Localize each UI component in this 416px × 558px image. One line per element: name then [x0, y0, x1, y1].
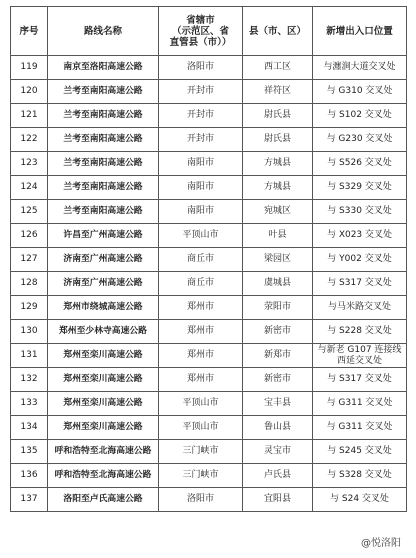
cell-no: 126	[11, 224, 48, 248]
table-row	[11, 200, 407, 224]
cell-county: 新密市	[243, 320, 313, 344]
cell-no: 130	[11, 320, 48, 344]
cell-city: 三门峡市	[159, 440, 243, 464]
header-county: 县（市、区）	[243, 7, 313, 56]
cell-no: 125	[11, 200, 48, 224]
cell-county: 虞城县	[243, 272, 313, 296]
cell-no: 137	[11, 488, 48, 512]
cell-county: 荥阳市	[243, 296, 313, 320]
cell-city: 郑州市	[159, 368, 243, 392]
cell-county: 叶县	[243, 224, 313, 248]
document-page	[10, 6, 406, 512]
cell-county: 西工区	[243, 56, 313, 80]
table-row	[11, 488, 407, 512]
cell-county: 尉氏县	[243, 104, 313, 128]
table-row	[11, 416, 407, 440]
cell-county: 鲁山县	[243, 416, 313, 440]
cell-county: 宝丰县	[243, 392, 313, 416]
cell-position: 与 S24 交叉处	[313, 488, 407, 512]
cell-county: 尉氏县	[243, 128, 313, 152]
cell-city: 郑州市	[159, 296, 243, 320]
cell-route: 郑州市绕城高速公路	[48, 296, 159, 320]
cell-route: 兰考至南阳高速公路	[48, 128, 159, 152]
cell-position: 与 G311 交叉处	[313, 416, 407, 440]
cell-no: 123	[11, 152, 48, 176]
cell-city: 平顶山市	[159, 224, 243, 248]
cell-county: 宜阳县	[243, 488, 313, 512]
cell-no: 127	[11, 248, 48, 272]
cell-city: 南阳市	[159, 176, 243, 200]
cell-no: 133	[11, 392, 48, 416]
table-row	[11, 440, 407, 464]
cell-position: 与 S526 交叉处	[313, 152, 407, 176]
cell-city: 南阳市	[159, 152, 243, 176]
cell-city: 平顶山市	[159, 416, 243, 440]
cell-route: 兰考至南阳高速公路	[48, 104, 159, 128]
table-row	[11, 224, 407, 248]
cell-route: 郑州至栾川高速公路	[48, 392, 159, 416]
cell-no: 135	[11, 440, 48, 464]
cell-position: 与瀍涧大道交叉处	[313, 56, 407, 80]
cell-city: 开封市	[159, 80, 243, 104]
cell-route: 郑州至栾川高速公路	[48, 416, 159, 440]
cell-no: 120	[11, 80, 48, 104]
cell-position: 与 S245 交叉处	[313, 440, 407, 464]
cell-route: 兰考至南阳高速公路	[48, 176, 159, 200]
cell-no: 134	[11, 416, 48, 440]
table-row	[11, 56, 407, 80]
cell-no: 119	[11, 56, 48, 80]
exit-table	[10, 6, 407, 512]
cell-route: 郑州至栾川高速公路	[48, 344, 159, 368]
cell-route: 兰考至南阳高速公路	[48, 80, 159, 104]
table-row	[11, 128, 407, 152]
cell-no: 136	[11, 464, 48, 488]
cell-route: 济南至广州高速公路	[48, 272, 159, 296]
cell-no: 131	[11, 344, 48, 368]
table-row	[11, 152, 407, 176]
cell-position: 与马米路交叉处	[313, 296, 407, 320]
cell-position: 与 Y002 交叉处	[313, 248, 407, 272]
cell-position: 与 S328 交叉处	[313, 464, 407, 488]
cell-no: 122	[11, 128, 48, 152]
table-row	[11, 392, 407, 416]
cell-city: 洛阳市	[159, 488, 243, 512]
cell-city: 三门峡市	[159, 464, 243, 488]
cell-position: 与 G230 交叉处	[313, 128, 407, 152]
cell-route: 呼和浩特至北海高速公路	[48, 464, 159, 488]
cell-city: 郑州市	[159, 320, 243, 344]
cell-city: 洛阳市	[159, 56, 243, 80]
table-row	[11, 104, 407, 128]
cell-route: 郑州至少林寺高速公路	[48, 320, 159, 344]
cell-route: 兰考至南阳高速公路	[48, 152, 159, 176]
cell-route: 兰考至南阳高速公路	[48, 200, 159, 224]
cell-position: 与 S228 交叉处	[313, 320, 407, 344]
cell-no: 132	[11, 368, 48, 392]
cell-route: 许昌至广州高速公路	[48, 224, 159, 248]
cell-city: 商丘市	[159, 272, 243, 296]
cell-position: 与 G311 交叉处	[313, 392, 407, 416]
watermark: @悦洛阳	[358, 533, 404, 550]
cell-position: 与 S329 交叉处	[313, 176, 407, 200]
table-row	[11, 80, 407, 104]
table-row	[11, 368, 407, 392]
cell-no: 128	[11, 272, 48, 296]
cell-route: 呼和浩特至北海高速公路	[48, 440, 159, 464]
cell-city: 商丘市	[159, 248, 243, 272]
cell-county: 宛城区	[243, 200, 313, 224]
table-row	[11, 176, 407, 200]
table-row	[11, 464, 407, 488]
cell-city: 郑州市	[159, 344, 243, 368]
cell-no: 124	[11, 176, 48, 200]
table-header-row	[11, 7, 407, 56]
cell-position: 与 S317 交叉处	[313, 272, 407, 296]
cell-county: 卢氏县	[243, 464, 313, 488]
table-row	[11, 248, 407, 272]
cell-position: 与 G310 交叉处	[313, 80, 407, 104]
table-row	[11, 320, 407, 344]
cell-position: 与新老 G107 连接线 西延交叉处	[313, 344, 407, 368]
header-position: 新增出入口位置	[313, 7, 407, 56]
cell-city: 平顶山市	[159, 392, 243, 416]
header-city: 省辖市 （示范区、省 直管县（市））	[159, 7, 243, 56]
cell-route: 洛阳至卢氏高速公路	[48, 488, 159, 512]
cell-position: 与 S102 交叉处	[313, 104, 407, 128]
cell-city: 开封市	[159, 104, 243, 128]
header-no: 序号	[11, 7, 48, 56]
cell-county: 新郑市	[243, 344, 313, 368]
cell-city: 南阳市	[159, 200, 243, 224]
cell-route: 南京至洛阳高速公路	[48, 56, 159, 80]
cell-county: 方城县	[243, 176, 313, 200]
cell-no: 129	[11, 296, 48, 320]
cell-route: 济南至广州高速公路	[48, 248, 159, 272]
cell-county: 祥符区	[243, 80, 313, 104]
table-row	[11, 296, 407, 320]
cell-route: 郑州至栾川高速公路	[48, 368, 159, 392]
cell-county: 新密市	[243, 368, 313, 392]
table-row	[11, 344, 407, 368]
cell-city: 开封市	[159, 128, 243, 152]
cell-position: 与 S317 交叉处	[313, 368, 407, 392]
table-row	[11, 272, 407, 296]
cell-position: 与 X023 交叉处	[313, 224, 407, 248]
header-route: 路线名称	[48, 7, 159, 56]
cell-county: 梁园区	[243, 248, 313, 272]
cell-county: 方城县	[243, 152, 313, 176]
cell-position: 与 S330 交叉处	[313, 200, 407, 224]
cell-county: 灵宝市	[243, 440, 313, 464]
cell-no: 121	[11, 104, 48, 128]
